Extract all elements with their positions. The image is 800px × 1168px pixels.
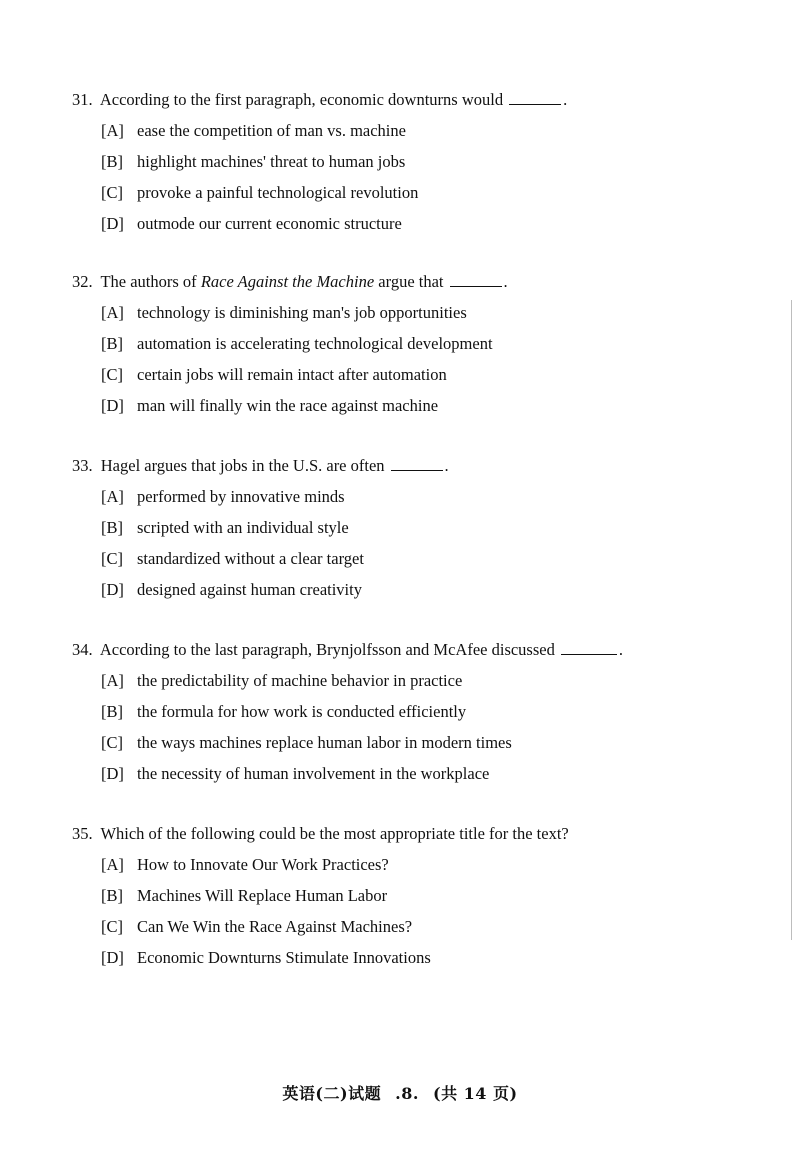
option-d: [D] Economic Downturns Stimulate Innovations bbox=[101, 948, 431, 967]
option-b: [B] the formula for how work is conducted efficiently bbox=[101, 702, 467, 721]
option-a: [A] performed by innovative minds bbox=[101, 487, 345, 506]
page-edge-line bbox=[791, 300, 792, 940]
question-stem: 34. According to the last paragraph, Brynjolfsson and McAfee discussed . bbox=[72, 640, 623, 659]
option-b: [B] scripted with an individual style bbox=[101, 518, 349, 537]
option-a: [A] ease the competition of man vs. machine bbox=[101, 121, 406, 140]
option-b: [B] highlight machines' threat to human jobs bbox=[101, 152, 406, 171]
question-33 bbox=[72, 454, 762, 602]
question-stem: 35. Which of the following could be the most appropriate title for the text? bbox=[72, 824, 569, 843]
page-footer bbox=[0, 1081, 800, 1104]
option-c: [C] Can We Win the Race Against Machines? bbox=[101, 917, 413, 936]
question-stem: 33. Hagel argues that jobs in the U.S. are often . bbox=[72, 456, 449, 475]
question-32 bbox=[72, 270, 762, 418]
option-b: [B] Machines Will Replace Human Labor bbox=[101, 886, 388, 905]
question-35 bbox=[72, 822, 762, 970]
option-c: [C] provoke a painful technological revolution bbox=[101, 183, 419, 202]
question-34 bbox=[72, 638, 762, 786]
answer-blank bbox=[561, 640, 617, 655]
question-31 bbox=[72, 88, 762, 236]
footer-total-pages: (共 14 页) bbox=[433, 1084, 518, 1103]
answer-blank bbox=[450, 272, 502, 287]
question-stem: 32. The authors of Race Against the Machine argue that . bbox=[72, 272, 508, 291]
answer-blank bbox=[509, 90, 561, 105]
option-d: [D] designed against human creativity bbox=[101, 580, 362, 599]
option-d: [D] outmode our current economic structure bbox=[101, 214, 402, 233]
footer-subject: 英语(二)试题 bbox=[282, 1084, 382, 1103]
option-d: [D] the necessity of human involvement in the workplace bbox=[101, 764, 490, 783]
option-d: [D] man will finally win the race against machine bbox=[101, 396, 439, 415]
question-stem: 31. According to the first paragraph, economic downturns would . bbox=[72, 90, 568, 109]
option-c: [C] certain jobs will remain intact after automation bbox=[101, 365, 447, 384]
option-a: [A] How to Innovate Our Work Practices? bbox=[101, 855, 389, 874]
option-b: [B] automation is accelerating technological development bbox=[101, 334, 493, 353]
footer-page-number: .8. bbox=[395, 1084, 419, 1103]
option-a: [A] technology is diminishing man's job opportunities bbox=[101, 303, 467, 322]
answer-blank bbox=[391, 456, 443, 471]
option-c: [C] standardized without a clear target bbox=[101, 549, 364, 568]
option-c: [C] the ways machines replace human labor in modern times bbox=[101, 733, 512, 752]
option-a: [A] the predictability of machine behavior in practice bbox=[101, 671, 463, 690]
